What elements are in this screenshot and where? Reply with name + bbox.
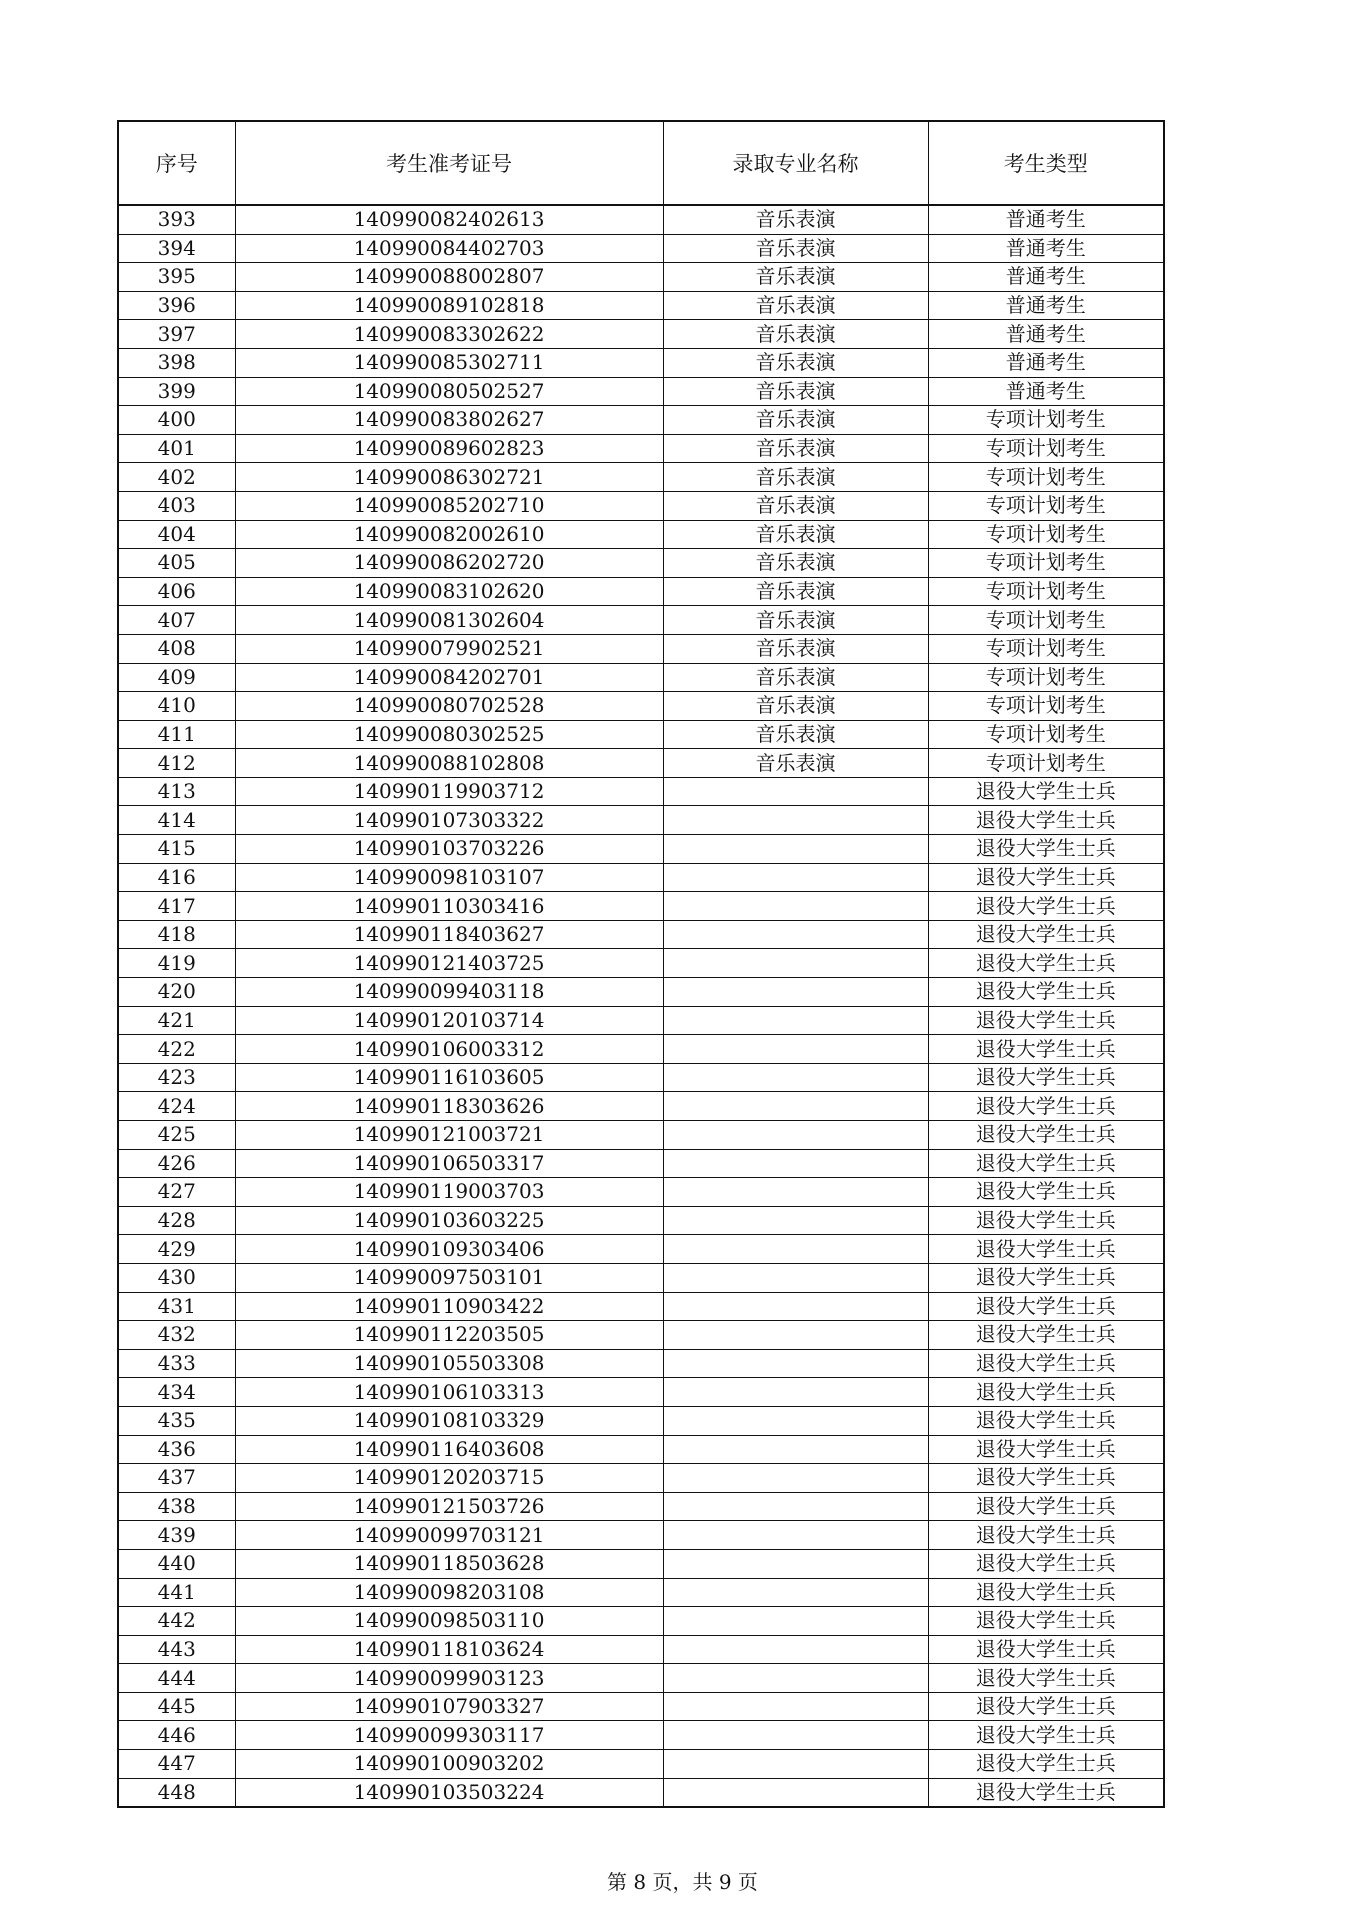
cell-exam-id: 140990083802627 xyxy=(235,406,663,435)
cell-major xyxy=(663,1492,928,1521)
cell-major xyxy=(663,1435,928,1464)
table-row xyxy=(118,606,1164,635)
table-row xyxy=(118,263,1164,292)
cell-seq: 413 xyxy=(118,777,235,806)
cell-seq: 430 xyxy=(118,1263,235,1292)
cell-seq: 418 xyxy=(118,920,235,949)
cell-seq: 394 xyxy=(118,234,235,263)
cell-major xyxy=(663,1149,928,1178)
table-row xyxy=(118,1063,1164,1092)
cell-seq: 447 xyxy=(118,1750,235,1779)
table-row xyxy=(118,320,1164,349)
cell-seq: 423 xyxy=(118,1063,235,1092)
cell-major xyxy=(663,949,928,978)
cell-exam-id: 140990099403118 xyxy=(235,978,663,1007)
cell-exam-id: 140990118303626 xyxy=(235,1092,663,1121)
cell-exam-id: 140990107303322 xyxy=(235,806,663,835)
cell-seq: 402 xyxy=(118,463,235,492)
cell-seq: 399 xyxy=(118,377,235,406)
cell-exam-id: 140990120103714 xyxy=(235,1006,663,1035)
table-row xyxy=(118,549,1164,578)
cell-exam-id: 140990099703121 xyxy=(235,1521,663,1550)
table-row xyxy=(118,291,1164,320)
cell-seq: 393 xyxy=(118,205,235,234)
cell-exam-id: 140990098203108 xyxy=(235,1578,663,1607)
cell-seq: 412 xyxy=(118,749,235,778)
cell-exam-id: 140990085302711 xyxy=(235,348,663,377)
cell-candidate-type: 退役大学生士兵 xyxy=(928,1521,1164,1550)
cell-major: 音乐表演 xyxy=(663,263,928,292)
table-row xyxy=(118,205,1164,234)
cell-candidate-type: 专项计划考生 xyxy=(928,406,1164,435)
table-row xyxy=(118,1006,1164,1035)
cell-candidate-type: 退役大学生士兵 xyxy=(928,978,1164,1007)
cell-major xyxy=(663,1607,928,1636)
cell-seq: 417 xyxy=(118,892,235,921)
cell-candidate-type: 普通考生 xyxy=(928,205,1164,234)
cell-major xyxy=(663,1092,928,1121)
cell-major: 音乐表演 xyxy=(663,720,928,749)
cell-major: 音乐表演 xyxy=(663,577,928,606)
table-row xyxy=(118,1607,1164,1636)
cell-major xyxy=(663,1778,928,1807)
cell-exam-id: 140990106003312 xyxy=(235,1035,663,1064)
cell-candidate-type: 退役大学生士兵 xyxy=(928,1178,1164,1207)
cell-seq: 435 xyxy=(118,1406,235,1435)
cell-seq: 433 xyxy=(118,1349,235,1378)
cell-major xyxy=(663,1406,928,1435)
cell-major xyxy=(663,1378,928,1407)
cell-exam-id: 140990089602823 xyxy=(235,434,663,463)
cell-seq: 410 xyxy=(118,692,235,721)
cell-seq: 434 xyxy=(118,1378,235,1407)
cell-seq: 408 xyxy=(118,634,235,663)
cell-candidate-type: 普通考生 xyxy=(928,348,1164,377)
cell-candidate-type: 专项计划考生 xyxy=(928,692,1164,721)
header-major: 录取专业名称 xyxy=(663,121,928,205)
cell-candidate-type: 普通考生 xyxy=(928,320,1164,349)
cell-seq: 396 xyxy=(118,291,235,320)
cell-seq: 406 xyxy=(118,577,235,606)
table-row xyxy=(118,1692,1164,1721)
cell-candidate-type: 专项计划考生 xyxy=(928,434,1164,463)
cell-seq: 407 xyxy=(118,606,235,635)
cell-exam-id: 140990088102808 xyxy=(235,749,663,778)
table-row xyxy=(118,1549,1164,1578)
table-row xyxy=(118,1406,1164,1435)
cell-exam-id: 140990110303416 xyxy=(235,892,663,921)
cell-major: 音乐表演 xyxy=(663,663,928,692)
header-exam-id: 考生准考证号 xyxy=(235,121,663,205)
table-row xyxy=(118,1178,1164,1207)
cell-candidate-type: 退役大学生士兵 xyxy=(928,892,1164,921)
table-row xyxy=(118,1235,1164,1264)
cell-exam-id: 140990080502527 xyxy=(235,377,663,406)
cell-exam-id: 140990080702528 xyxy=(235,692,663,721)
table-row xyxy=(118,406,1164,435)
cell-candidate-type: 退役大学生士兵 xyxy=(928,1149,1164,1178)
cell-major xyxy=(663,978,928,1007)
cell-seq: 401 xyxy=(118,434,235,463)
cell-seq: 448 xyxy=(118,1778,235,1807)
cell-major xyxy=(663,1206,928,1235)
cell-major xyxy=(663,777,928,806)
cell-major xyxy=(663,1178,928,1207)
table-row xyxy=(118,1578,1164,1607)
cell-seq: 404 xyxy=(118,520,235,549)
cell-exam-id: 140990089102818 xyxy=(235,291,663,320)
cell-candidate-type: 退役大学生士兵 xyxy=(928,1378,1164,1407)
table-row xyxy=(118,1750,1164,1779)
cell-seq: 429 xyxy=(118,1235,235,1264)
cell-seq: 436 xyxy=(118,1435,235,1464)
cell-exam-id: 140990098103107 xyxy=(235,863,663,892)
cell-exam-id: 140990103503224 xyxy=(235,1778,663,1807)
cell-candidate-type: 退役大学生士兵 xyxy=(928,1235,1164,1264)
cell-seq: 398 xyxy=(118,348,235,377)
cell-seq: 403 xyxy=(118,491,235,520)
cell-exam-id: 140990110903422 xyxy=(235,1292,663,1321)
cell-candidate-type: 退役大学生士兵 xyxy=(928,1464,1164,1493)
cell-major: 音乐表演 xyxy=(663,205,928,234)
cell-candidate-type: 退役大学生士兵 xyxy=(928,1121,1164,1150)
cell-candidate-type: 退役大学生士兵 xyxy=(928,863,1164,892)
table-row xyxy=(118,1778,1164,1807)
cell-seq: 426 xyxy=(118,1149,235,1178)
cell-candidate-type: 退役大学生士兵 xyxy=(928,777,1164,806)
cell-seq: 438 xyxy=(118,1492,235,1521)
cell-candidate-type: 退役大学生士兵 xyxy=(928,1607,1164,1636)
cell-candidate-type: 专项计划考生 xyxy=(928,577,1164,606)
cell-exam-id: 140990108103329 xyxy=(235,1406,663,1435)
table-row xyxy=(118,1349,1164,1378)
cell-exam-id: 140990085202710 xyxy=(235,491,663,520)
table-row xyxy=(118,863,1164,892)
cell-seq: 445 xyxy=(118,1692,235,1721)
cell-candidate-type: 专项计划考生 xyxy=(928,606,1164,635)
table-row xyxy=(118,491,1164,520)
table-row xyxy=(118,1721,1164,1750)
cell-major: 音乐表演 xyxy=(663,291,928,320)
cell-seq: 415 xyxy=(118,835,235,864)
cell-exam-id: 140990121503726 xyxy=(235,1492,663,1521)
table-row xyxy=(118,634,1164,663)
table-row xyxy=(118,1206,1164,1235)
cell-seq: 437 xyxy=(118,1464,235,1493)
cell-major xyxy=(663,806,928,835)
cell-major: 音乐表演 xyxy=(663,463,928,492)
cell-candidate-type: 退役大学生士兵 xyxy=(928,1721,1164,1750)
cell-candidate-type: 退役大学生士兵 xyxy=(928,1750,1164,1779)
table-row xyxy=(118,777,1164,806)
cell-exam-id: 140990106503317 xyxy=(235,1149,663,1178)
cell-major xyxy=(663,1549,928,1578)
cell-candidate-type: 退役大学生士兵 xyxy=(928,1321,1164,1350)
cell-exam-id: 140990079902521 xyxy=(235,634,663,663)
cell-major xyxy=(663,1263,928,1292)
cell-exam-id: 140990120203715 xyxy=(235,1464,663,1493)
cell-major xyxy=(663,1121,928,1150)
header-candidate-type: 考生类型 xyxy=(928,121,1164,205)
table-row xyxy=(118,377,1164,406)
cell-candidate-type: 退役大学生士兵 xyxy=(928,1635,1164,1664)
cell-exam-id: 140990097503101 xyxy=(235,1263,663,1292)
cell-major: 音乐表演 xyxy=(663,692,928,721)
table-row xyxy=(118,1035,1164,1064)
table-row xyxy=(118,892,1164,921)
cell-major xyxy=(663,1578,928,1607)
table-row xyxy=(118,1492,1164,1521)
cell-exam-id: 140990119003703 xyxy=(235,1178,663,1207)
cell-candidate-type: 退役大学生士兵 xyxy=(928,1292,1164,1321)
cell-major: 音乐表演 xyxy=(663,234,928,263)
cell-major: 音乐表演 xyxy=(663,320,928,349)
cell-seq: 400 xyxy=(118,406,235,435)
cell-exam-id: 140990103703226 xyxy=(235,835,663,864)
table-row xyxy=(118,434,1164,463)
cell-candidate-type: 退役大学生士兵 xyxy=(928,920,1164,949)
cell-seq: 395 xyxy=(118,263,235,292)
cell-major: 音乐表演 xyxy=(663,549,928,578)
cell-major xyxy=(663,1464,928,1493)
table-row xyxy=(118,1321,1164,1350)
cell-candidate-type: 退役大学生士兵 xyxy=(928,1206,1164,1235)
cell-candidate-type: 普通考生 xyxy=(928,234,1164,263)
cell-exam-id: 140990083102620 xyxy=(235,577,663,606)
cell-exam-id: 140990121003721 xyxy=(235,1121,663,1150)
cell-major: 音乐表演 xyxy=(663,434,928,463)
cell-exam-id: 140990119903712 xyxy=(235,777,663,806)
cell-candidate-type: 普通考生 xyxy=(928,291,1164,320)
cell-exam-id: 140990107903327 xyxy=(235,1692,663,1721)
cell-exam-id: 140990103603225 xyxy=(235,1206,663,1235)
cell-major xyxy=(663,1063,928,1092)
cell-candidate-type: 专项计划考生 xyxy=(928,663,1164,692)
cell-major: 音乐表演 xyxy=(663,491,928,520)
cell-exam-id: 140990118503628 xyxy=(235,1549,663,1578)
table-row xyxy=(118,806,1164,835)
table-row xyxy=(118,1435,1164,1464)
cell-major xyxy=(663,1664,928,1693)
table-row xyxy=(118,720,1164,749)
cell-exam-id: 140990084202701 xyxy=(235,663,663,692)
cell-major xyxy=(663,920,928,949)
cell-exam-id: 140990081302604 xyxy=(235,606,663,635)
cell-candidate-type: 专项计划考生 xyxy=(928,720,1164,749)
cell-seq: 444 xyxy=(118,1664,235,1693)
cell-exam-id: 140990088002807 xyxy=(235,263,663,292)
cell-candidate-type: 退役大学生士兵 xyxy=(928,835,1164,864)
cell-major: 音乐表演 xyxy=(663,749,928,778)
cell-major xyxy=(663,892,928,921)
cell-seq: 419 xyxy=(118,949,235,978)
cell-seq: 411 xyxy=(118,720,235,749)
cell-candidate-type: 退役大学生士兵 xyxy=(928,1063,1164,1092)
cell-major: 音乐表演 xyxy=(663,634,928,663)
cell-major xyxy=(663,1692,928,1721)
cell-seq: 427 xyxy=(118,1178,235,1207)
cell-exam-id: 140990083302622 xyxy=(235,320,663,349)
cell-major xyxy=(663,1750,928,1779)
cell-candidate-type: 退役大学生士兵 xyxy=(928,1263,1164,1292)
cell-seq: 432 xyxy=(118,1321,235,1350)
cell-exam-id: 140990086202720 xyxy=(235,549,663,578)
table-row xyxy=(118,1292,1164,1321)
table-row xyxy=(118,1378,1164,1407)
cell-candidate-type: 退役大学生士兵 xyxy=(928,1664,1164,1693)
table-row xyxy=(118,949,1164,978)
cell-seq: 424 xyxy=(118,1092,235,1121)
cell-exam-id: 140990100903202 xyxy=(235,1750,663,1779)
cell-major xyxy=(663,1235,928,1264)
cell-exam-id: 140990116103605 xyxy=(235,1063,663,1092)
cell-major xyxy=(663,863,928,892)
table-row xyxy=(118,749,1164,778)
cell-candidate-type: 退役大学生士兵 xyxy=(928,1092,1164,1121)
page-number: 第 8 页，共 9 页 xyxy=(607,1870,758,1894)
cell-seq: 431 xyxy=(118,1292,235,1321)
cell-seq: 409 xyxy=(118,663,235,692)
cell-seq: 443 xyxy=(118,1635,235,1664)
cell-candidate-type: 退役大学生士兵 xyxy=(928,1778,1164,1807)
cell-candidate-type: 专项计划考生 xyxy=(928,634,1164,663)
cell-exam-id: 140990086302721 xyxy=(235,463,663,492)
cell-exam-id: 140990084402703 xyxy=(235,234,663,263)
cell-major: 音乐表演 xyxy=(663,377,928,406)
cell-seq: 440 xyxy=(118,1549,235,1578)
cell-seq: 420 xyxy=(118,978,235,1007)
table-row xyxy=(118,1635,1164,1664)
cell-candidate-type: 专项计划考生 xyxy=(928,749,1164,778)
cell-exam-id: 140990080302525 xyxy=(235,720,663,749)
cell-seq: 405 xyxy=(118,549,235,578)
table-row xyxy=(118,1464,1164,1493)
cell-exam-id: 140990105503308 xyxy=(235,1349,663,1378)
table-row xyxy=(118,520,1164,549)
cell-seq: 414 xyxy=(118,806,235,835)
cell-major xyxy=(663,1521,928,1550)
table-header-row xyxy=(118,121,1164,205)
cell-candidate-type: 退役大学生士兵 xyxy=(928,1349,1164,1378)
table-row xyxy=(118,234,1164,263)
cell-seq: 446 xyxy=(118,1721,235,1750)
cell-candidate-type: 专项计划考生 xyxy=(928,549,1164,578)
cell-seq: 442 xyxy=(118,1607,235,1636)
cell-candidate-type: 专项计划考生 xyxy=(928,520,1164,549)
table-row xyxy=(118,1263,1164,1292)
cell-major xyxy=(663,1006,928,1035)
cell-candidate-type: 退役大学生士兵 xyxy=(928,1035,1164,1064)
cell-exam-id: 140990116403608 xyxy=(235,1435,663,1464)
table-row xyxy=(118,348,1164,377)
table-row xyxy=(118,835,1164,864)
cell-major xyxy=(663,1721,928,1750)
cell-candidate-type: 退役大学生士兵 xyxy=(928,949,1164,978)
cell-major xyxy=(663,835,928,864)
table-body xyxy=(118,205,1164,1807)
cell-exam-id: 140990098503110 xyxy=(235,1607,663,1636)
cell-candidate-type: 普通考生 xyxy=(928,263,1164,292)
cell-candidate-type: 退役大学生士兵 xyxy=(928,806,1164,835)
cell-candidate-type: 退役大学生士兵 xyxy=(928,1492,1164,1521)
table-row xyxy=(118,663,1164,692)
cell-candidate-type: 普通考生 xyxy=(928,377,1164,406)
cell-major: 音乐表演 xyxy=(663,348,928,377)
table-row xyxy=(118,920,1164,949)
cell-seq: 416 xyxy=(118,863,235,892)
cell-exam-id: 140990109303406 xyxy=(235,1235,663,1264)
table-row xyxy=(118,1664,1164,1693)
cell-candidate-type: 专项计划考生 xyxy=(928,463,1164,492)
table-row xyxy=(118,1521,1164,1550)
cell-candidate-type: 退役大学生士兵 xyxy=(928,1435,1164,1464)
table-row xyxy=(118,1149,1164,1178)
cell-exam-id: 140990082002610 xyxy=(235,520,663,549)
cell-exam-id: 140990121403725 xyxy=(235,949,663,978)
cell-exam-id: 140990082402613 xyxy=(235,205,663,234)
cell-candidate-type: 退役大学生士兵 xyxy=(928,1549,1164,1578)
cell-candidate-type: 退役大学生士兵 xyxy=(928,1006,1164,1035)
cell-seq: 439 xyxy=(118,1521,235,1550)
cell-seq: 397 xyxy=(118,320,235,349)
cell-exam-id: 140990118103624 xyxy=(235,1635,663,1664)
cell-major: 音乐表演 xyxy=(663,406,928,435)
table-row xyxy=(118,692,1164,721)
cell-candidate-type: 退役大学生士兵 xyxy=(928,1406,1164,1435)
cell-exam-id: 140990099303117 xyxy=(235,1721,663,1750)
cell-major xyxy=(663,1035,928,1064)
cell-major xyxy=(663,1321,928,1350)
admission-table xyxy=(117,120,1165,1808)
cell-seq: 441 xyxy=(118,1578,235,1607)
cell-exam-id: 140990112203505 xyxy=(235,1321,663,1350)
cell-exam-id: 140990106103313 xyxy=(235,1378,663,1407)
cell-exam-id: 140990118403627 xyxy=(235,920,663,949)
table-row xyxy=(118,978,1164,1007)
table-row xyxy=(118,577,1164,606)
table-row xyxy=(118,1092,1164,1121)
cell-exam-id: 140990099903123 xyxy=(235,1664,663,1693)
header-seq: 序号 xyxy=(118,121,235,205)
table-row xyxy=(118,1121,1164,1150)
cell-candidate-type: 退役大学生士兵 xyxy=(928,1578,1164,1607)
cell-seq: 428 xyxy=(118,1206,235,1235)
cell-seq: 422 xyxy=(118,1035,235,1064)
cell-major xyxy=(663,1292,928,1321)
cell-candidate-type: 专项计划考生 xyxy=(928,491,1164,520)
table-row xyxy=(118,463,1164,492)
cell-candidate-type: 退役大学生士兵 xyxy=(928,1692,1164,1721)
cell-seq: 421 xyxy=(118,1006,235,1035)
cell-seq: 425 xyxy=(118,1121,235,1150)
cell-major: 音乐表演 xyxy=(663,606,928,635)
cell-major xyxy=(663,1635,928,1664)
cell-major xyxy=(663,1349,928,1378)
cell-major: 音乐表演 xyxy=(663,520,928,549)
